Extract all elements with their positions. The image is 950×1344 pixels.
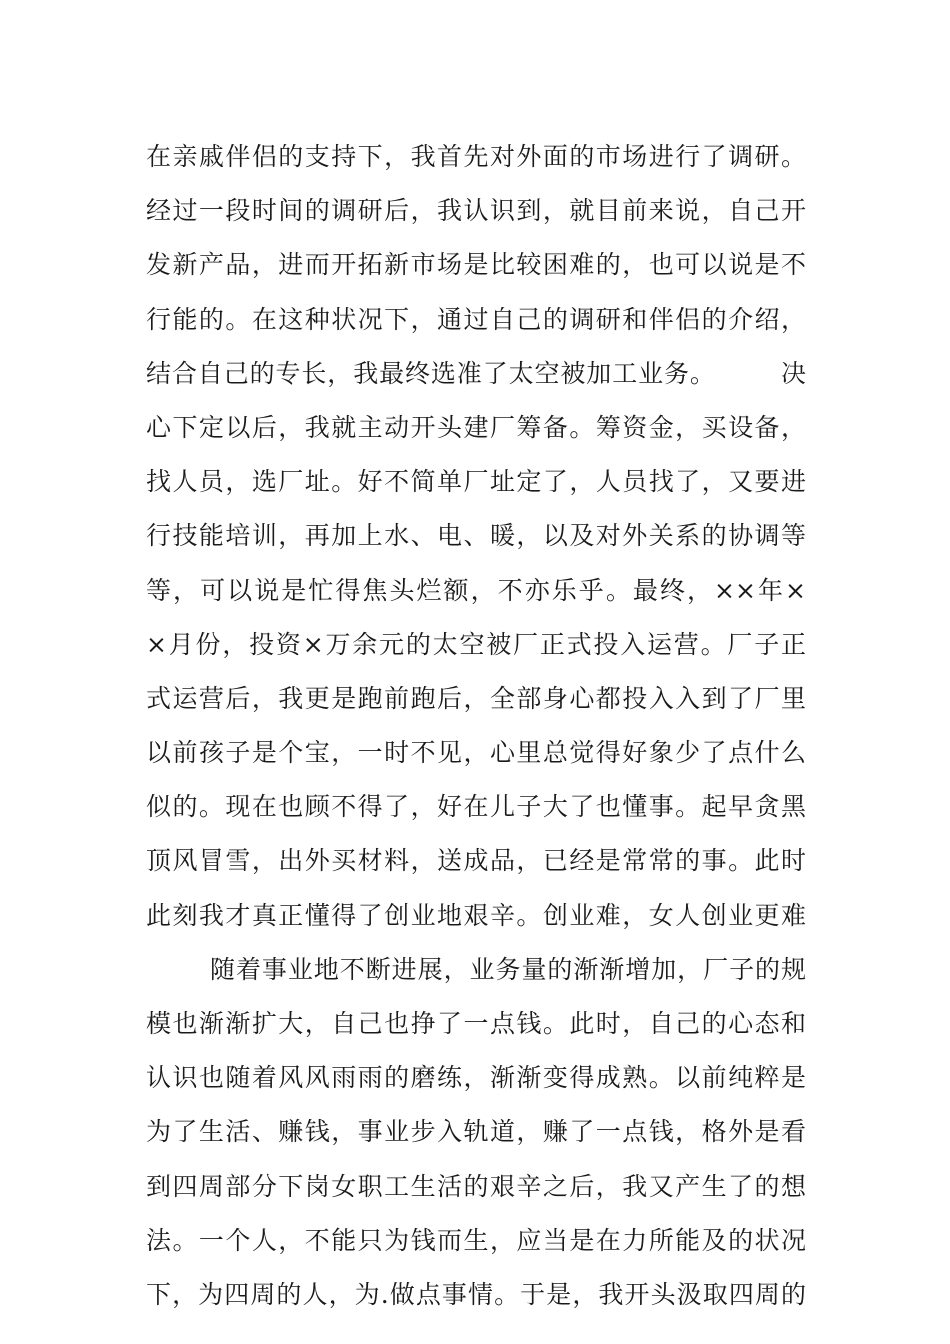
text-line-14: 顶风冒雪，出外买材料，送成品，已经是常常的事。此时 <box>146 846 806 876</box>
text-line-18: 认识也随着风风雨雨的磨练，渐渐变得成熟。以前纯粹是 <box>146 1063 806 1093</box>
text-line-11: 式运营后，我更是跑前跑后，全部身心都投入入到了厂里 <box>146 683 806 713</box>
text-line-22: 下，为四周的人，为.做点事情。于是，我开头汲取四周的 <box>146 1279 806 1309</box>
text-line-20: 到四周部分下岗女职工生活的艰辛之后，我又产生了的想 <box>146 1171 806 1201</box>
text-line-7: 找人员，选厂址。好不简单厂址定了，人员找了，又要进 <box>146 467 806 497</box>
text-line-4: 行能的。在这种状况下，通过自己的调研和伴侣的介绍， <box>146 304 806 334</box>
text-line-16-paragraph-start: 随着事业地不断进展，业务量的渐渐增加，厂子的规 <box>210 954 806 984</box>
text-line-15: 此刻我才真正懂得了创业地艰辛。创业难，女人创业更难 <box>146 900 806 930</box>
text-line-5: 结合自己的专长，我最终选准了太空被加工业务。 决 <box>146 358 806 388</box>
text-line-9: 等，可以说是忙得焦头烂额，不亦乐乎。最终，××年× <box>146 575 806 605</box>
text-line-12: 以前孩子是个宝，一时不见，心里总觉得好象少了点什么 <box>146 738 806 768</box>
text-line-21: 法。一个人，不能只为钱而生，应当是在力所能及的状况 <box>146 1225 806 1255</box>
body-text <box>146 130 806 1322</box>
text-line-2: 经过一段时间的调研后，我认识到，就目前来说，自己开 <box>146 196 806 226</box>
text-line-1: 在亲戚伴侣的支持下，我首先对外面的市场进行了调研。 <box>146 142 806 171</box>
text-line-6: 心下定以后，我就主动开头建厂筹备。筹资金，买设备， <box>146 412 806 442</box>
text-line-13: 似的。现在也顾不得了，好在儿子大了也懂事。起早贪黑 <box>146 792 806 822</box>
text-line-3: 发新产品，进而开拓新市场是比较困难的，也可以说是不 <box>146 250 806 280</box>
text-line-19: 为了生活、赚钱，事业步入轨道，赚了一点钱，格外是看 <box>146 1117 806 1147</box>
text-line-17: 模也渐渐扩大，自己也挣了一点钱。此时，自己的心态和 <box>146 1009 806 1038</box>
text-line-8: 行技能培训，再加上水、电、暖，以及对外关系的协调等 <box>146 521 806 551</box>
text-line-10: ×月份，投资×万余元的太空被厂正式投入运营。厂子正 <box>146 629 806 659</box>
